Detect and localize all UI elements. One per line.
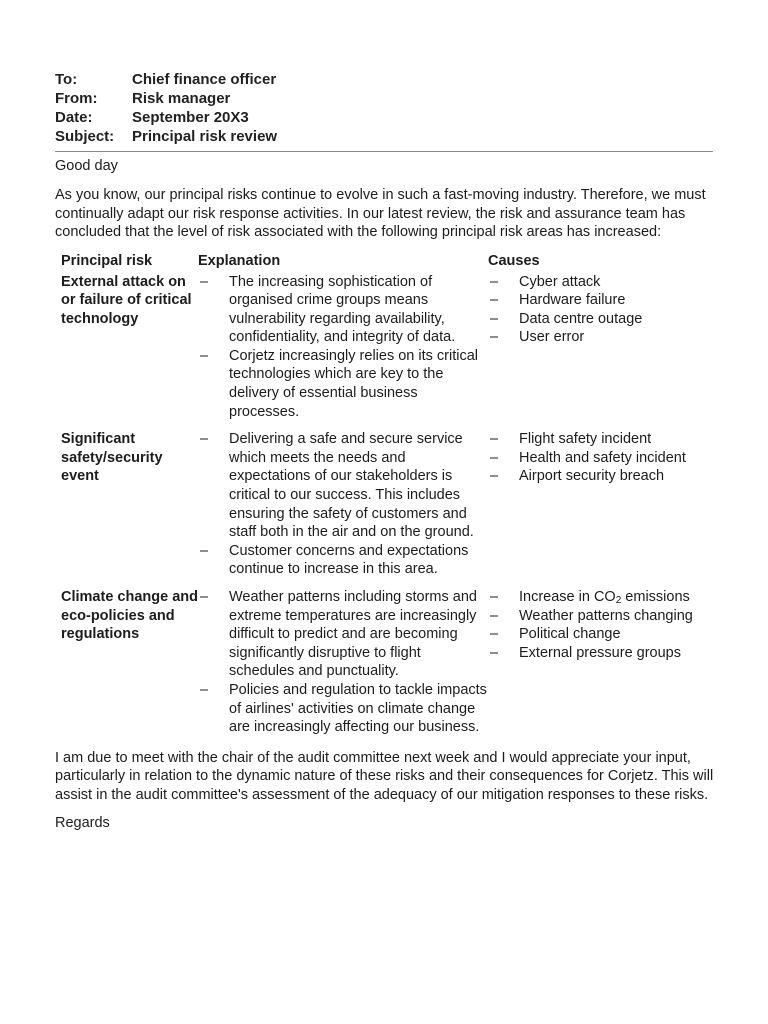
risk-name: Climate change and eco-policies and regulations xyxy=(61,589,198,643)
sign-off: Regards xyxy=(55,815,110,832)
risk-causes xyxy=(488,273,713,422)
cause-item: – Airport security breach xyxy=(488,467,713,486)
risk-row xyxy=(55,430,715,579)
date-label: Date: xyxy=(55,109,93,126)
risk-causes xyxy=(488,430,713,579)
memo-header xyxy=(55,70,715,146)
explanation-item: – Policies and regulation to tackle impacts of airlines' activities on climate change are increasingly affecting our business. xyxy=(198,681,488,737)
header-divider xyxy=(55,151,713,152)
cause-item: – Political change xyxy=(488,625,713,644)
cause-item-co2: – Increase in $CO_2$ emissions xyxy=(488,588,713,607)
explanation-item: – Weather patterns including storms and extreme temperatures are increasingly difficult to predict and are becoming significantly disruptive to flight schedules and punctuality. xyxy=(198,588,488,681)
cause-item: – Cyber attack xyxy=(488,273,713,292)
subject-value: Principal risk review xyxy=(132,128,278,145)
memo xyxy=(55,70,715,833)
closing-paragraph: I am due to meet with the chair of the audit committee next week and I would appreciate your input, particularly in relation to the dynamic nature of these risks and their consequences for Corjetz. This will assist in the audit committee's assessment of the adequacy of our mitigation responses to these risks. xyxy=(55,749,714,803)
risk-row xyxy=(55,273,715,422)
cause-item: – Weather patterns changing xyxy=(488,607,713,626)
from-value: Risk manager xyxy=(132,90,231,107)
to-value: Chief finance officer xyxy=(132,71,277,88)
risk-explanations xyxy=(198,273,488,422)
explanation-item: – Delivering a safe and secure service which meets the needs and expectations of our stakeholders is critical to our success. This includes ensuring the safety of customers and staff both in the air and on the ground. xyxy=(198,430,488,542)
risk-name: External attack on or failure of critical technology xyxy=(61,273,192,327)
risk-explanations xyxy=(198,430,488,579)
risk-table-header xyxy=(55,252,715,271)
cause-item: – User error xyxy=(488,328,713,347)
risk-explanations xyxy=(198,588,488,737)
cause-item: – External pressure groups xyxy=(488,644,713,663)
risk-name: Significant safety/security event xyxy=(61,431,163,485)
header-principal-risk: Principal risk xyxy=(61,252,153,269)
intro-paragraph: As you know, our principal risks continue to evolve in such a fast-moving industry. Therefore, we must continually adapt our risk response activities. In our latest review, the risk and assurance team has concluded that the level of risk associated with the following principal risk areas has increased: xyxy=(55,187,706,240)
greeting: Good day xyxy=(55,158,118,174)
from-label: From: xyxy=(55,90,98,107)
header-causes: Causes xyxy=(488,252,540,269)
date-value: September 20X3 xyxy=(132,109,249,126)
explanation-item: – The increasing sophistication of organised crime groups means vulnerability regarding availability, confidentiality, and integrity of data. xyxy=(198,273,488,347)
cause-item: – Health and safety incident xyxy=(488,449,713,468)
header-explanation: Explanation xyxy=(198,252,281,269)
risk-causes xyxy=(488,588,713,737)
cause-item: – Hardware failure xyxy=(488,291,713,310)
to-label: To: xyxy=(55,71,78,88)
explanation-item: – Customer concerns and expectations continue to increase in this area. xyxy=(198,542,488,579)
cause-item: – Data centre outage xyxy=(488,310,713,329)
cause-item: – Flight safety incident xyxy=(488,430,713,449)
subject-label: Subject: xyxy=(55,128,115,145)
risk-row xyxy=(55,588,715,737)
explanation-item: – Corjetz increasingly relies on its critical technologies which are key to the delivery of essential business processes. xyxy=(198,347,488,421)
